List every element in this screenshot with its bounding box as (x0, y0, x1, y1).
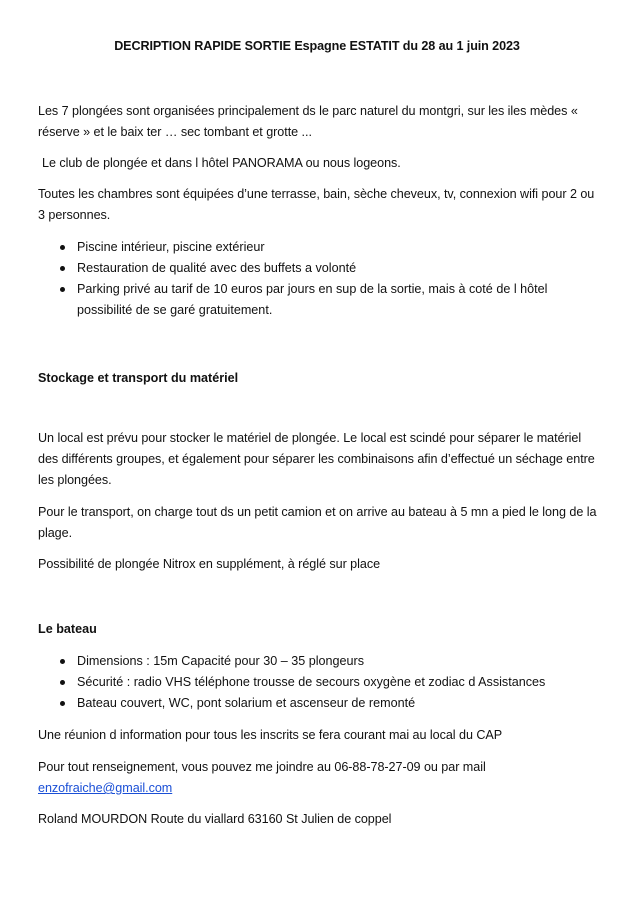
address-paragraph: Roland MOURDON Route du viallard 63160 St Julien de coppel (38, 812, 392, 826)
email-link[interactable]: enzofraiche@gmail.com (38, 781, 173, 795)
intro-paragraph-3: Toutes les chambres sont équipées d’une terrasse, bain, sèche cheveux, tv, connexion wifi pour 2 ou 3 personnes. (38, 187, 595, 222)
hotel-amenities-list (38, 237, 598, 321)
bullet-icon (60, 287, 65, 292)
bullet-icon (60, 245, 65, 250)
bullet-icon (60, 701, 65, 706)
intro-paragraph-1: Les 7 plongées sont organisées principalement ds le parc naturel du montgri, sur les iles mèdes « réserve » et le baix ter … sec tombant et grotte ... (38, 104, 578, 139)
meeting-paragraph: Une réunion d information pour tous les inscrits se fera courant mai au local du CAP (38, 728, 503, 742)
document-title: DECRIPTION RAPIDE SORTIE Espagne ESTATIT du 28 au 1 juin 2023 (114, 39, 520, 53)
boat-heading: Le bateau (38, 622, 97, 636)
intro-paragraph-2: Le club de plongée et dans l hôtel PANORAMA ou nous logeons. (42, 156, 401, 170)
storage-paragraph-3: Possibilité de plongée Nitrox en supplément, à réglé sur place (38, 557, 381, 571)
list-item: Bateau couvert, WC, pont solarium et ascenseur de remonté (38, 693, 598, 714)
boat-details-list (38, 651, 598, 714)
bullet-icon (60, 659, 65, 664)
list-item: Parking privé au tarif de 10 euros par jours en sup de la sortie, mais à coté de l hôtel possibilité de se garé gratuitement. (38, 279, 598, 321)
storage-heading: Stockage et transport du matériel (38, 371, 239, 385)
bullet-icon (60, 680, 65, 685)
list-item: Dimensions : 15m Capacité pour 30 – 35 plongeurs (38, 651, 598, 672)
storage-paragraph-1: Un local est prévu pour stocker le matériel de plongée. Le local est scindé pour séparer le matériel des différents groupes, et également pour séparer les combinaisons afin d’effectué un séchage entre les plongées. (38, 431, 595, 487)
bullet-icon (60, 266, 65, 271)
list-item: Restauration de qualité avec des buffets a volonté (38, 258, 598, 279)
list-item: Piscine intérieur, piscine extérieur (38, 237, 598, 258)
list-item: Sécurité : radio VHS téléphone trousse de secours oxygène et zodiac d Assistances (38, 672, 598, 693)
storage-paragraph-2: Pour le transport, on charge tout ds un petit camion et on arrive au bateau à 5 mn a pied le long de la plage. (38, 505, 597, 540)
contact-text: Pour tout renseignement, vous pouvez me joindre au 06-88-78-27-09 ou par mail (38, 760, 486, 774)
contact-paragraph (38, 757, 598, 799)
